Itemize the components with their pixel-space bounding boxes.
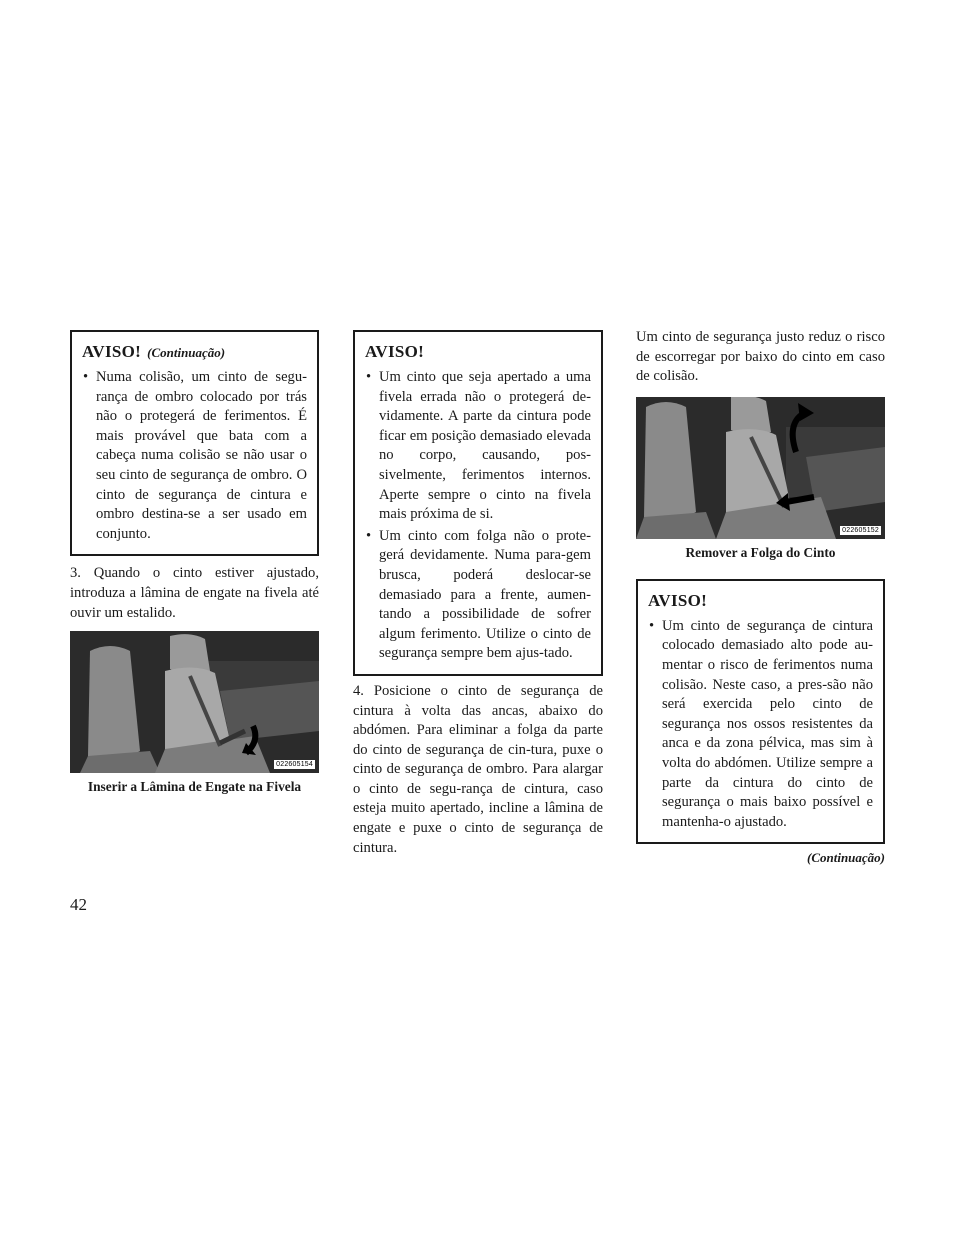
- warning-box: [353, 330, 603, 676]
- figure-code: 022605154: [276, 761, 313, 769]
- warning-box: [70, 330, 319, 556]
- step-4-paragraph: 4. Posicione o cinto de segurança de cintura à volta das ancas, abaixo do abdómen. Para eliminar a folga da parte do cinto de segurança de cin-tura, puxe o cinto de segurança de ombro. Para alargar o cinto de segu-rança de cintura, caso esteja muito apertado, incline a lâmina de engate e puxe o cinto de segurança de cintura.: [353, 682, 603, 856]
- bullet-icon: •: [649, 617, 655, 634]
- warning-heading: AVISO!: [82, 342, 142, 361]
- warning-item: [365, 527, 591, 664]
- page-number: 42: [70, 895, 87, 914]
- seat-illustration: [70, 631, 319, 773]
- warning-list: [365, 368, 591, 664]
- warning-title: AVISO!: [365, 342, 425, 361]
- column-2: [353, 330, 603, 858]
- figure-code: 022605152: [842, 526, 879, 534]
- warning-item-text: Um cinto que seja apertado a uma fivela errada não o protegerá de-vidamente. A parte da cintura pode ficar em posição demasiado elevada no corpo, causando, pos-sivelmente, ferimentos internos. Aperte sempre o cinto na fivela mais próxima de si.: [379, 369, 591, 523]
- warning-item: [365, 368, 591, 525]
- warning-list: [82, 368, 307, 544]
- warning-title: AVISO!: [648, 590, 708, 610]
- column-3: [636, 330, 885, 866]
- warning-list: [648, 617, 873, 833]
- warning-item-text: Um cinto de segurança de cintura colocado demasiado alto pode au-mentar o risco de ferimentos numa colisão. Neste caso, a pres-são não será exercida pelo cinto de segurança nos ossos resistentes da anca e da zona pélvica, mas sim à volta do abdómen. Utilize sempre a parte da cintura do cinto de segurança o mais baixo possível e mantenha-o ajustado.: [662, 617, 873, 830]
- warning-item: [82, 368, 307, 544]
- seat-illustration: [636, 397, 885, 539]
- continued-label: (Continuação): [147, 345, 226, 360]
- continued-label: (Continuação): [806, 850, 885, 866]
- intro-paragraph: Um cinto de segurança justo reduz o risco de escorregar por baixo do cinto em caso de colisão.: [636, 329, 885, 385]
- slack-illustration: [636, 397, 885, 539]
- warning-item: [648, 617, 873, 833]
- figure-caption: Remover a Folga do Cinto: [685, 544, 836, 560]
- bullet-icon: •: [366, 527, 372, 544]
- step-3-paragraph: 3. Quando o cinto estiver ajustado, introduza a lâmina de engate na fivela até ouvir um estalido.: [70, 565, 319, 621]
- warning-item-text: Numa colisão, um cinto de segu-rança de ombro colocado por trás não o protegerá de ferimentos. É mais provável que bata com a cabeça numa colisão se não usar o seu cinto de segurança de ombro. O cinto de segurança de cintura e ombro destina-se a ser usado em conjunto.: [96, 369, 307, 542]
- warning-box: [636, 579, 885, 845]
- figure-caption: Inserir a Lâmina de Engate na Fivela: [87, 779, 302, 795]
- warning-title: [82, 342, 307, 362]
- column-1: [70, 330, 319, 795]
- buckle-illustration: [70, 631, 319, 773]
- warning-item-text: Um cinto com folga não o prote-gerá devidamente. Numa para-gem brusca, poderá deslocar-se demasiado para a frente, aumen-tando a possibilidade de sofrer algum ferimento. Utilize o cinto de segurança sempre bem ajus-tado.: [379, 527, 591, 662]
- bullet-icon: •: [83, 369, 89, 385]
- bullet-icon: •: [366, 369, 372, 385]
